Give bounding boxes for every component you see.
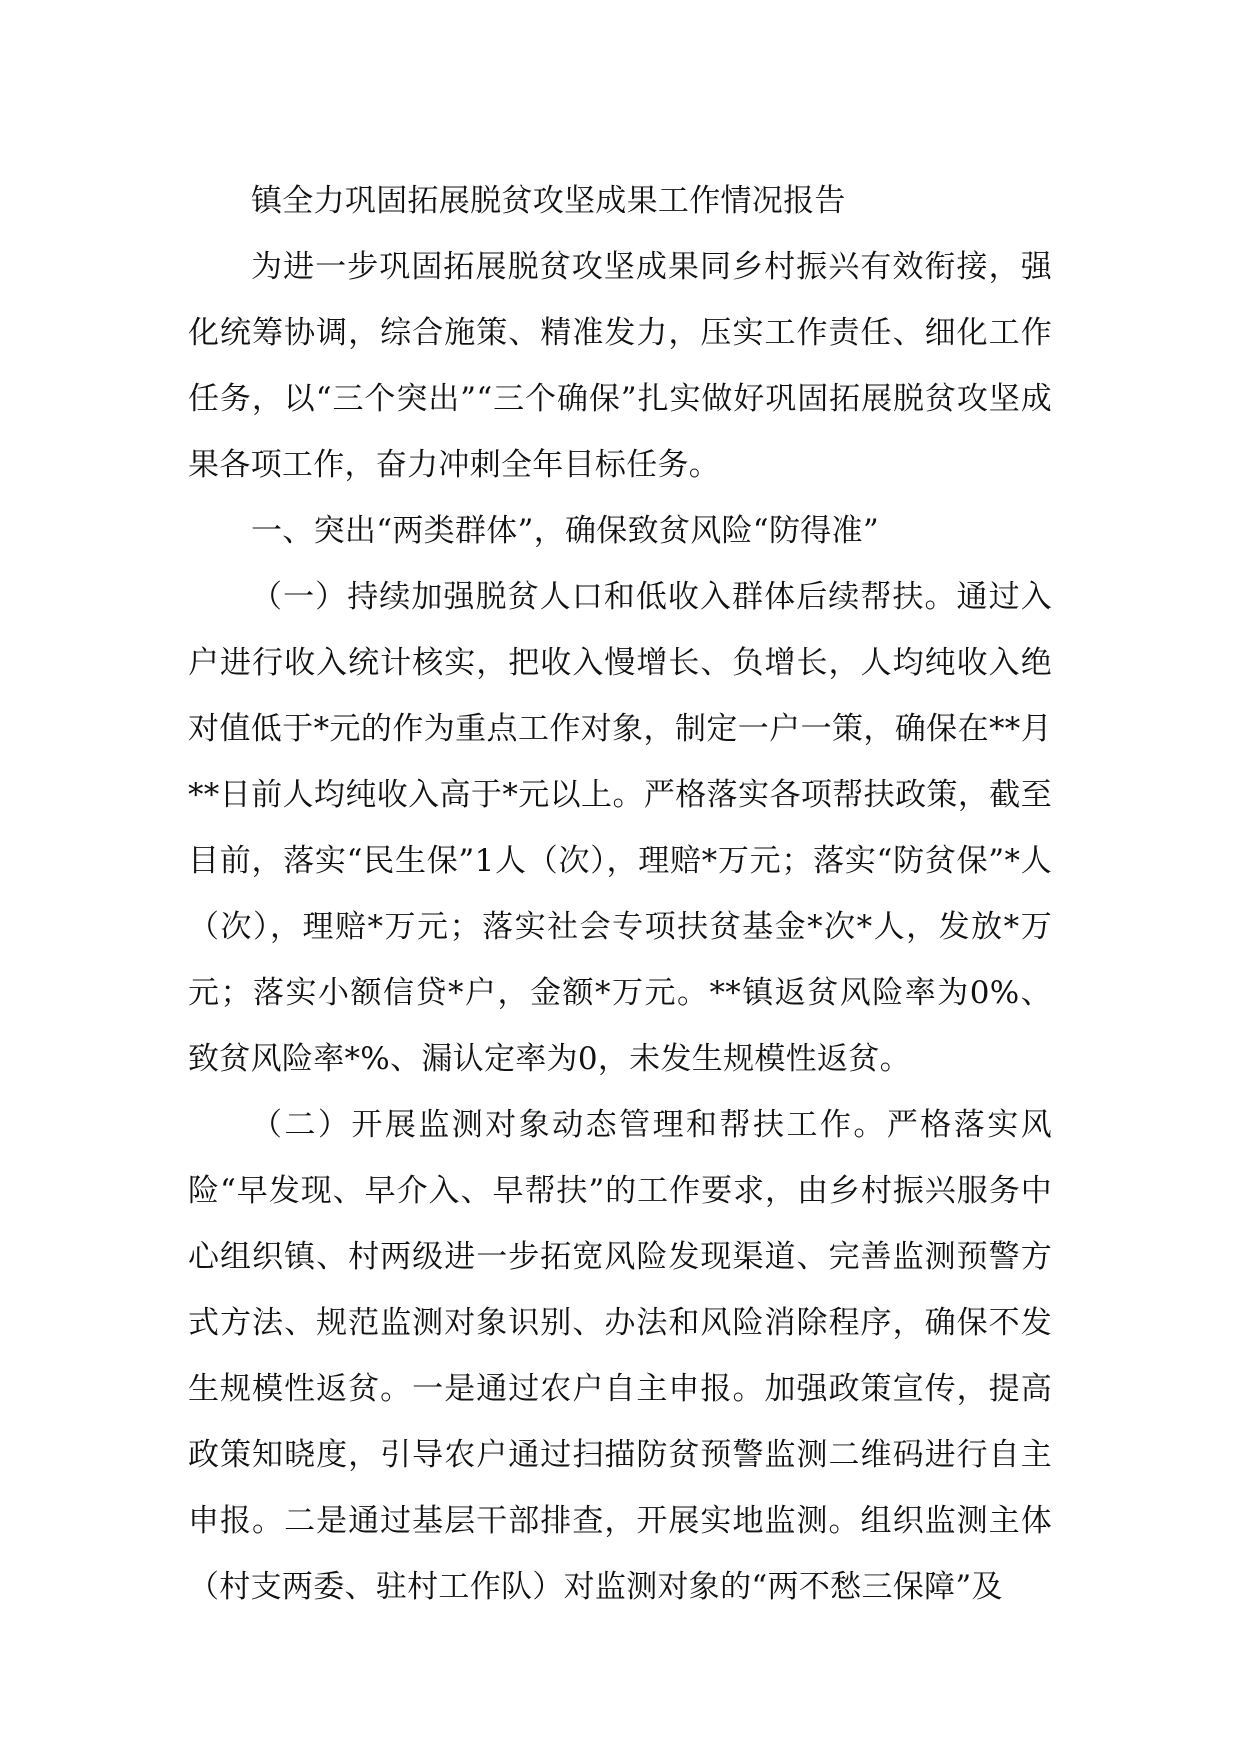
document-page	[188, 168, 1052, 1620]
document-title: 镇全力巩固拓展脱贫攻坚成果工作情况报告	[251, 183, 846, 219]
section-heading: 一、突出“两类群体”，确保致贫风险“防得准”	[251, 513, 879, 549]
body-paragraph: （一）持续加强脱贫人口和低收入群体后续帮扶。通过入户进行收入统计核实，把收入慢增长、负增长，人均纯收入绝对值低于*元的作为重点工作对象，制定一户一策，确保在**月**日前人均纯收入高于*元以上。严格落实各项帮扶政策，截至目前，落实“民生保”1人（次），理赔*万元；落实“防贫保”*人（次），理赔*万元；落实社会专项扶贫基金*次*人，发放*万元；落实小额信贷*户，金额*万元。**镇返贫风险率为0%、致贫风险率*%、漏认定率为0，未发生规模性返贫。	[188, 579, 1052, 1077]
body-paragraph: （二）开展监测对象动态管理和帮扶工作。严格落实风险“早发现、早介入、早帮扶”的工作要求，由乡村振兴服务中心组织镇、村两级进一步拓宽风险发现渠道、完善监测预警方式方法、规范监测对象识别、办法和风险消除程序，确保不发生规模性返贫。一是通过农户自主申报。加强政策宣传，提高政策知晓度，引导农户通过扫描防贫预警监测二维码进行自主申报。二是通过基层干部排查，开展实地监测。组织监测主体（村支两委、驻村工作队）对监测对象的“两不愁三保障”及	[188, 1107, 1052, 1605]
intro-paragraph: 为进一步巩固拓展脱贫攻坚成果同乡村振兴有效衔接，强化统筹协调，综合施策、精准发力，压实工作责任、细化工作任务，以“三个突出”“三个确保”扎实做好巩固拓展脱贫攻坚成果各项工作，奋力冲刺全年目标任务。	[188, 249, 1052, 483]
